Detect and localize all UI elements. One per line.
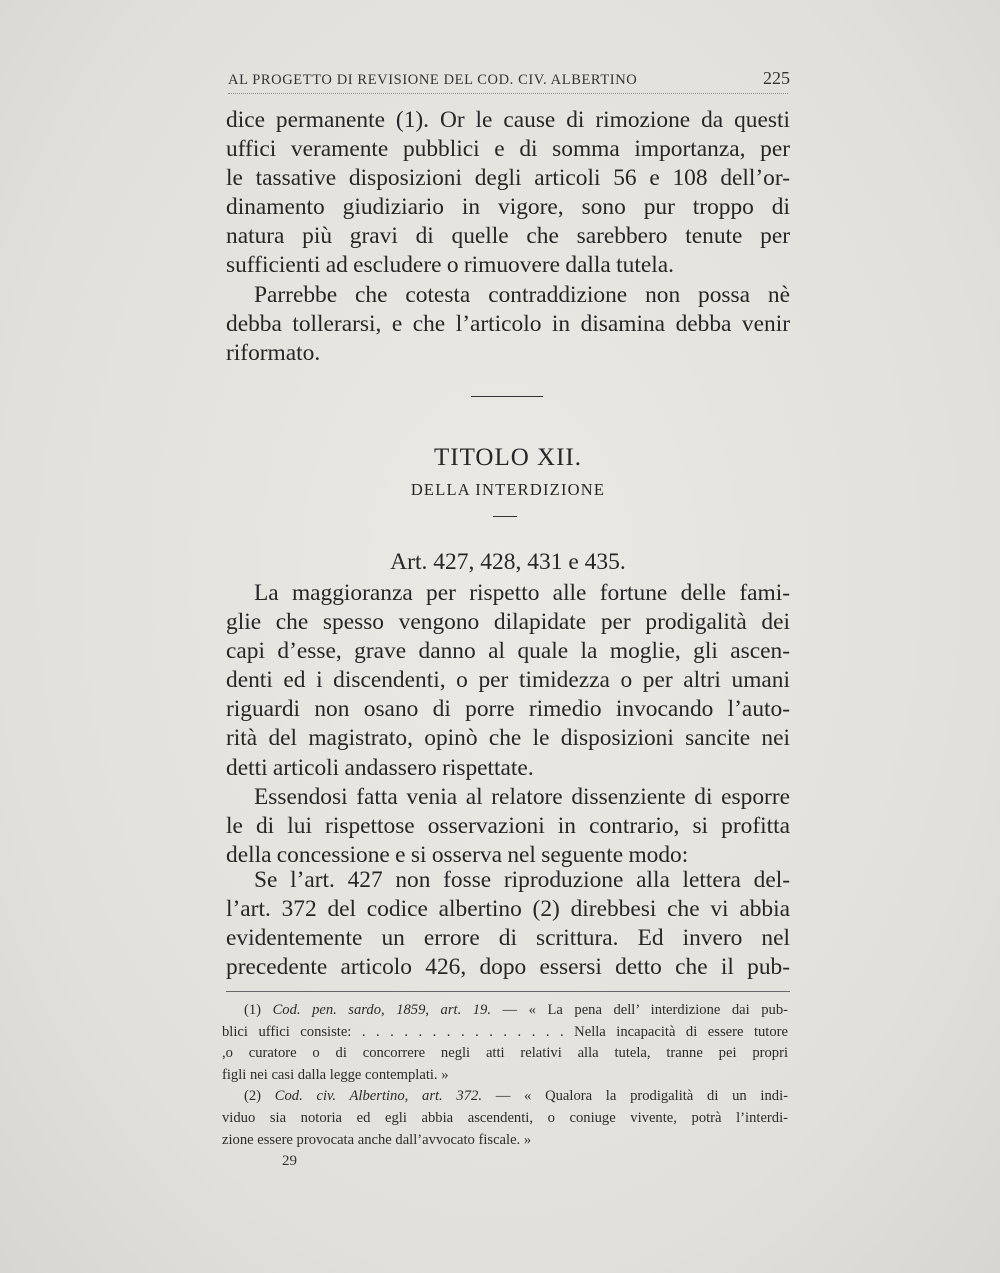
- text-line: La maggioranza per rispetto alle fortune delle fami-: [254, 580, 790, 606]
- text-line: riformato.: [226, 340, 321, 367]
- text-line: rità del magistrato, opinò che le disposizioni sancite nei: [226, 725, 790, 752]
- text-line: capi d’esse, grave danno al quale la moglie, gli ascen-: [226, 638, 790, 665]
- signature-mark: 29: [282, 1153, 297, 1169]
- footnote-separator: [226, 991, 790, 992]
- footnote-1: [222, 1000, 788, 1086]
- text-line: Se l’art. 427 non fosse riproduzione alla lettera del-: [254, 867, 790, 893]
- text-line: natura più gravi di quelle che sarebbero tenute per: [226, 223, 790, 250]
- article-heading: Art. 427, 428, 431 e 435.: [390, 549, 626, 575]
- text-line: riguardi non osano di porre rimedio invocando l’auto-: [226, 696, 790, 723]
- paragraph-maggioranza: [226, 579, 790, 783]
- text-line: sufficienti ad escludere o rimuovere dalla tutela.: [226, 252, 674, 279]
- text-line: le tassative disposizioni degli articoli 56 e 108 dell’or-: [226, 165, 790, 192]
- text-line: le di lui rispettose osservazioni in contrario, si profitta: [226, 813, 790, 840]
- text-line: dinamento giudiziario in vigore, sono pur troppo di: [226, 194, 790, 221]
- footnotes: [222, 1000, 788, 1151]
- text-line: denti ed i discendenti, o per timidezza o per altri umani: [226, 667, 790, 694]
- footnote-line: ,o curatore o di concorrere negli atti relativi alla tutela, tranne pei propri: [222, 1045, 788, 1062]
- text-line: Essendosi fatta venia al relatore dissenziente di esporre: [254, 784, 790, 810]
- text-line: Parrebbe che cotesta contraddizione non possa nè: [254, 282, 790, 308]
- header-dotted-rule: [228, 93, 788, 94]
- footnote-citation: Cod. civ. Albertino, art. 372.: [274, 1088, 482, 1105]
- text-line: della concessione e si osserva nel seguente modo:: [226, 842, 689, 869]
- footnote-line: blici uffici consiste: . . . . . . . . . . . . . . . Nella incapacità di essere tutore: [222, 1023, 788, 1040]
- footnote-2: [222, 1086, 788, 1151]
- intro-paragraph: [226, 106, 790, 281]
- text-line: detti articoli andassero rispettate.: [226, 754, 534, 781]
- text-line: glie che spesso vengono dilapidate per prodigalità dei: [226, 609, 790, 636]
- text-line: precedente articolo 426, dopo essersi detto che il pub-: [226, 954, 790, 981]
- footnote-line: zione essere provocata anche dall’avvocato fiscale. »: [222, 1131, 532, 1148]
- text-line: debba tollerarsi, e che l’articolo in disamina debba venir: [226, 311, 790, 338]
- footnote-text: — « Qualora la prodigalità di un indi-: [495, 1088, 788, 1105]
- footnote-marker: (2): [244, 1088, 262, 1105]
- text-line: l’art. 372 del codice albertino (2) direbbesi che vi abbia: [226, 896, 790, 923]
- page-number: 225: [763, 68, 790, 88]
- text-line: evidentemente un errore di scrittura. Ed invero nel: [226, 925, 790, 952]
- paragraph-se: [226, 866, 790, 982]
- running-title: AL PROGETTO DI REVISIONE DEL COD. CIV. ALBERTINO: [228, 72, 638, 88]
- footnote-marker: (1): [244, 1002, 262, 1018]
- subtitle-short-rule: [493, 516, 517, 517]
- paragraph-essendosi: [226, 783, 790, 870]
- paragraph-parrebbe: [226, 281, 790, 368]
- footnote-citation: Cod. pen. sardo, 1859, art. 19.: [272, 1002, 491, 1018]
- footnote-line: figli nei casi dalla legge contemplati. »: [222, 1066, 449, 1083]
- section-title: TITOLO XII.: [434, 444, 582, 471]
- section-subtitle: DELLA INTERDIZIONE: [410, 480, 606, 499]
- footnote-text: — « La pena dell’ interdizione dai pub-: [502, 1002, 788, 1018]
- running-header: [228, 68, 790, 89]
- text-line: dice permanente (1). Or le cause di rimozione da questi: [226, 107, 790, 133]
- text-line: uffici veramente pubblici e di somma importanza, per: [226, 136, 790, 163]
- section-separator-rule: [471, 396, 543, 397]
- footnote-line: viduo sia notoria ed egli abbia ascendenti, o coniuge vivente, potrà l’interdi-: [222, 1109, 788, 1126]
